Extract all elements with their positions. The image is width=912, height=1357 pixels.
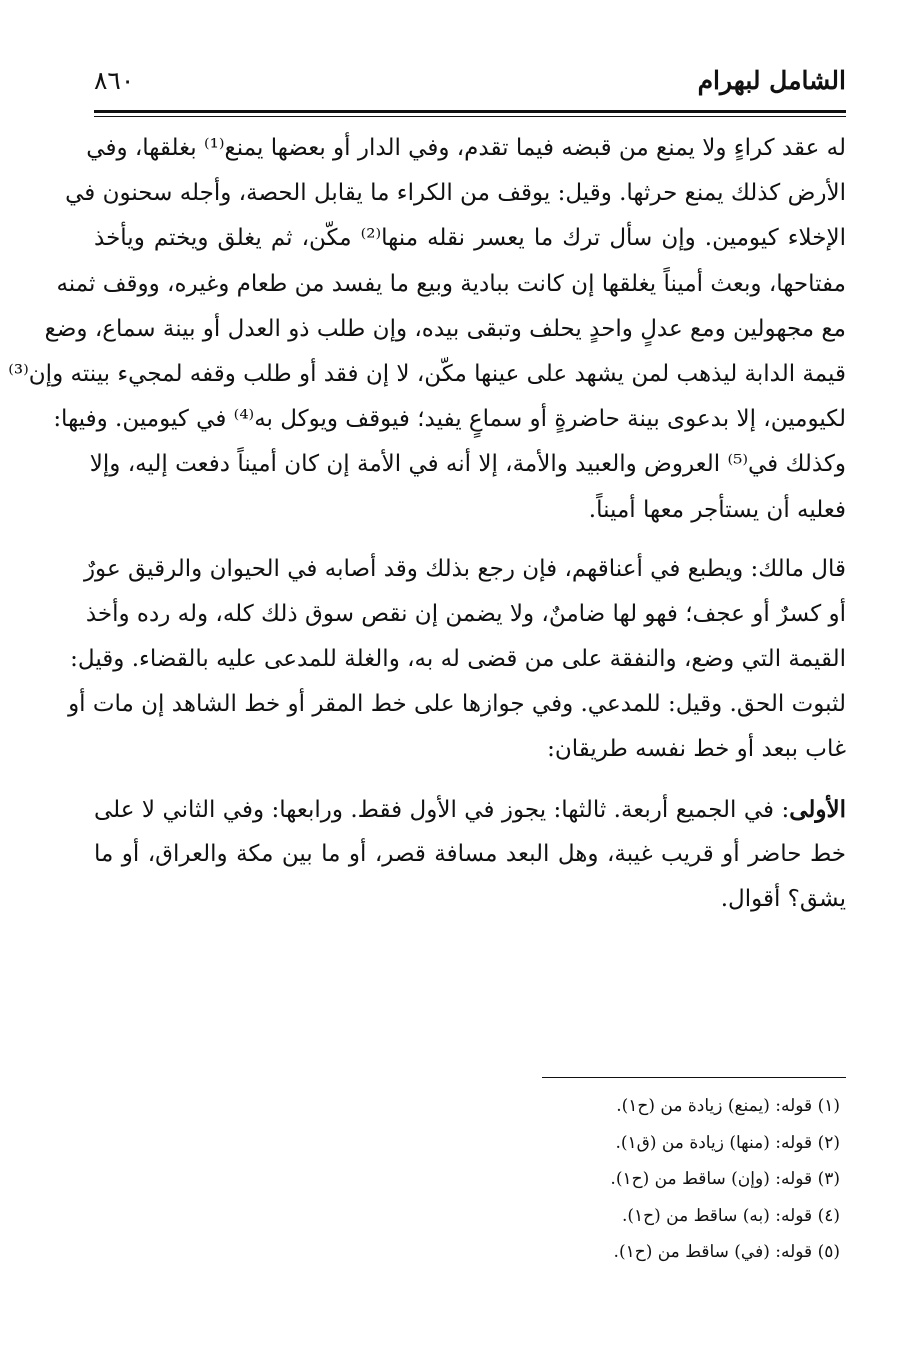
footnote-item: (٢) قوله: (منها) زيادة من (ق١). — [615, 1132, 840, 1153]
page-number: ٨٦٠ — [94, 66, 135, 95]
main-text — [8, 126, 846, 922]
footnote-item: (٤) قوله: (به) ساقط من (ح١). — [621, 1205, 840, 1226]
header-rule-thick — [94, 110, 846, 113]
footnotes — [94, 1088, 840, 1271]
header-rule-thin — [94, 116, 846, 117]
text-line: لثبوت الحق. وقيل: للمدعي. وفي جوازها على خط المقر أو خط الشاهد إن مات أو — [68, 691, 846, 718]
paragraph-gap — [94, 533, 846, 547]
text-line: خط حاضر أو قريب غيبة، وهل البعد مسافة قصر، أو ما بين مكة والعراق، أو ما — [94, 840, 846, 867]
footnote-separator — [542, 1077, 846, 1078]
text-line: مع مجهولين ومع عدلٍ واحدٍ يحلف وتبقى بيده، وإن طلب ذو العدل أو بينة سماع، وضع — [44, 315, 846, 342]
page-header — [94, 66, 846, 106]
text-line: قال مالك: ويطبع في أعناقهم، فإن رجع بذلك وقد أصابه في الحيوان والرقيق عورٌ — [83, 555, 846, 582]
text-line: القيمة التي وضع، والنفقة على من قضى له به، والغلة للمدعى عليه بالقضاء. وقيل: — [70, 646, 846, 673]
paragraph-lead: الأولى — [789, 795, 846, 823]
text-line — [94, 787, 846, 832]
text-line: فعليه أن يستأجر معها أميناً. — [588, 496, 846, 523]
text-line: وكذلك في⁽⁵⁾ العروض والعبيد والأمة، إلا أنه في الأمة إن كان أميناً دفعت إليه، وإلا — [89, 451, 846, 478]
running-title: الشامل لبهرام — [697, 66, 846, 95]
text-line: الأرض كذلك يمنع حرثها. وقيل: يوقف من الكراء ما يقابل الحصة، وأجله سحنون في — [65, 180, 846, 207]
text-line: غاب ببعد أو خط نفسه طريقان: — [547, 736, 846, 763]
footnote-item: (١) قوله: (يمنع) زيادة من (ح١). — [616, 1096, 840, 1116]
paragraph-gap — [94, 773, 846, 787]
text-line: مفتاحها، وبعث أميناً يغلقها إن كانت ببادية وبيع ما يفسد من طعام وغيره، ووقف ثمنه — [56, 270, 846, 297]
text-line: يشق؟ أقوال. — [720, 886, 846, 912]
text-run: : في الجميع أربعة. ثالثها: يجوز في الأول فقط. ورابعها: وفي الثاني لا على — [94, 796, 790, 823]
text-line: أو كسرٌ أو عجف؛ فهو لها ضامنٌ، ولا يضمن إن نقص سوق ذلك كله، وله رده وأخذ — [85, 600, 846, 627]
text-line: قيمة الدابة ليذهب لمن يشهد على عينها مكّن، لا إن فقد أو طلب وقفه لمجيء بينته وإن⁽³⁾ — [8, 360, 846, 387]
text-line: له عقد كراءٍ ولا يمنع من قبضه فيما تقدم، وفي الدار أو بعضها يمنع⁽¹⁾ بغلقها، وفي — [86, 135, 846, 161]
footnote-item: (٥) قوله: (في) ساقط من (ح١). — [613, 1242, 840, 1262]
footnote-item: (٣) قوله: (وإن) ساقط من (ح١). — [610, 1169, 840, 1189]
text-line: لكيومين، إلا بدعوى بينة حاضرةٍ أو سماعٍ يفيد؛ فيوقف ويوكل به⁽⁴⁾ في كيومين. وفيها: — [53, 406, 846, 433]
text-line: الإخلاء كيومين. وإن سأل ترك ما يعسر نقله منها⁽²⁾ مكّن، ثم يغلق ويختم ويأخذ — [94, 225, 846, 252]
